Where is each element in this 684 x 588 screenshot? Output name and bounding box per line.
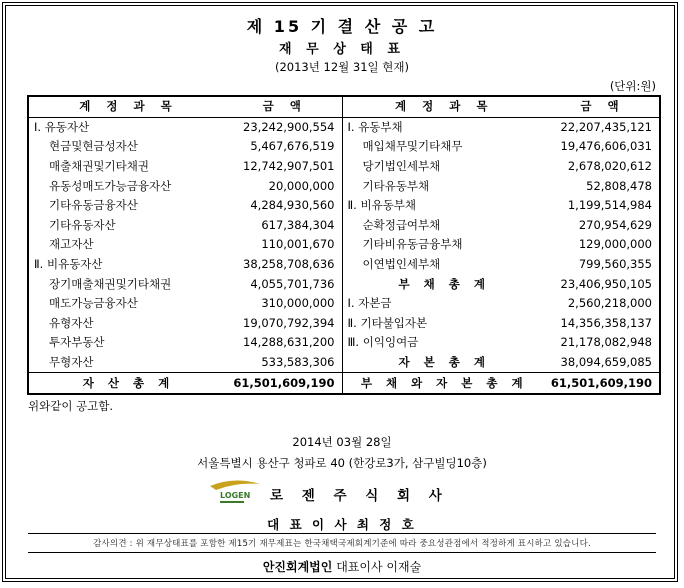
row-right-account: 이연법인세부채 — [342, 255, 546, 275]
row-right-amount: 2,560,218,000 — [567, 296, 652, 311]
header-account-right: 계 정 과 목 — [342, 96, 546, 117]
table-row — [28, 235, 660, 255]
row-left-account: 재고자산 — [49, 237, 94, 252]
row-left-amount: 110,001,670 — [261, 237, 335, 252]
row-right-amount: 270,954,629 — [578, 217, 652, 232]
table-row — [28, 255, 660, 275]
auditor-firm: 안진회계법인 — [262, 560, 333, 574]
company-logo — [206, 476, 264, 508]
row-right-account: 자 본 총 계 — [342, 353, 546, 373]
row-right-amount: 129,000,000 — [578, 237, 652, 252]
table-row — [28, 176, 660, 196]
auditor-line — [0, 558, 684, 575]
row-left-amount: 23,242,900,554 — [243, 119, 335, 134]
row-left-amount: 533,583,306 — [261, 355, 335, 370]
row-right-account: 기타비유동금융부채 — [342, 235, 546, 255]
audit-opinion: 감사의견 : 위 재무상태표를 포함한 제15기 재무제표는 한국채택국제회계기준에 따라 중요성관점에서 적정하게 표시하고 있습니다. — [93, 539, 591, 549]
row-left-account: 매출채권및기타채권 — [49, 159, 149, 174]
row-right-account: Ⅰ. 유동부채 — [342, 117, 546, 137]
table-row — [28, 196, 660, 216]
row-right-amount: 21,178,082,948 — [560, 335, 652, 350]
total-liab-equity-value: 61,501,609,190 — [546, 373, 660, 394]
row-left-amount: 4,055,701,736 — [250, 276, 335, 291]
row-right-amount: 2,678,020,612 — [567, 159, 652, 174]
header-amount-left: 금 액 — [228, 96, 342, 117]
row-left-account: 현금및현금성자산 — [49, 139, 138, 154]
row-left-account: 무형자산 — [49, 355, 94, 370]
table-row — [28, 274, 660, 294]
row-right-account: Ⅲ. 이익잉여금 — [342, 333, 546, 353]
row-left-amount: 38,258,708,636 — [243, 257, 335, 272]
row-right-account: 매입채무및기타채무 — [342, 137, 546, 157]
row-right-amount: 52,808,478 — [586, 178, 652, 193]
row-right-amount: 799,560,355 — [578, 257, 652, 272]
row-left-amount: 14,288,631,200 — [243, 335, 335, 350]
divider-bottom — [28, 552, 656, 553]
row-left-amount: 19,070,792,394 — [243, 315, 335, 330]
row-left-amount: 617,384,304 — [261, 217, 335, 232]
table-row — [28, 353, 660, 373]
row-right-amount: 22,207,435,121 — [560, 119, 652, 134]
row-right-account: Ⅱ. 비유동부채 — [342, 196, 546, 216]
statement-date: (2013년 12월 31일 현재) — [274, 60, 410, 74]
row-left-account: 투자부동산 — [49, 335, 105, 350]
company-address: 서울특별시 용산구 청파로 40 (한강로3가, 삼구빌딩10층) — [197, 456, 487, 470]
row-right-amount: 38,094,659,085 — [560, 355, 652, 370]
row-left-account: 유형자산 — [49, 315, 94, 330]
row-right-account: 기타유동부채 — [342, 176, 546, 196]
logo-swoosh — [210, 480, 260, 490]
header-account-left: 계 정 과 목 — [28, 96, 228, 117]
logo-underline — [220, 501, 244, 503]
table-row — [28, 216, 660, 236]
table-row — [28, 137, 660, 157]
row-right-account: 부 채 총 계 — [342, 274, 546, 294]
row-left-amount: 5,467,676,519 — [250, 139, 335, 154]
table-row — [28, 117, 660, 137]
row-left-account: Ⅰ. 유동자산 — [34, 119, 90, 134]
row-right-account: Ⅱ. 기타불입자본 — [342, 314, 546, 334]
row-left-amount: 310,000,000 — [261, 296, 335, 311]
logo-wordmark: LOGEN — [220, 491, 251, 500]
row-left-amount: 4,284,930,560 — [250, 198, 335, 213]
row-right-amount: 19,476,606,031 — [560, 139, 652, 154]
ceo-name: 대 표 이 사 최 정 호 — [267, 517, 417, 532]
publication-date: 2014년 03월 28일 — [292, 435, 392, 449]
balance-sheet-table — [27, 95, 661, 395]
row-right-account: Ⅰ. 자본금 — [342, 294, 546, 314]
row-left-account: Ⅱ. 비유동자산 — [34, 257, 103, 272]
header-amount-right: 금 액 — [546, 96, 660, 117]
total-assets-label: 자 산 총 계 — [28, 373, 228, 394]
table-row — [28, 157, 660, 177]
unit-label: (단위:원) — [609, 79, 656, 93]
row-left-account: 유동성매도가능금융자산 — [49, 178, 172, 193]
table-row — [28, 314, 660, 334]
row-right-account: 순확정급여부채 — [342, 216, 546, 236]
total-assets-value: 61,501,609,190 — [228, 373, 342, 394]
row-left-account: 매도가능금융자산 — [49, 296, 138, 311]
row-right-amount: 14,356,358,137 — [560, 315, 652, 330]
row-left-account: 장기매출채권및기타채권 — [49, 276, 172, 291]
table-row — [28, 294, 660, 314]
table-row — [28, 333, 660, 353]
statement-title: 재 무 상 태 표 — [279, 42, 405, 57]
row-left-amount: 20,000,000 — [268, 178, 335, 193]
row-right-account: 당기법인세부채 — [342, 157, 546, 177]
row-right-amount: 1,199,514,984 — [567, 198, 652, 213]
auditor-ceo: 대표이사 이재술 — [336, 560, 422, 574]
closing-statement: 위와같이 공고함. — [28, 399, 114, 413]
row-left-amount: 12,742,907,501 — [243, 159, 335, 174]
table-header-row — [28, 96, 660, 117]
row-left-account: 기타유동금융자산 — [49, 198, 138, 213]
company-name: 로 젠 주 식 회 사 — [270, 488, 449, 504]
table-total-row — [28, 373, 660, 394]
total-liab-equity-label: 부 채 와 자 본 총 계 — [342, 373, 546, 394]
row-left-account: 기타유동자산 — [49, 217, 116, 232]
notice-title: 제 15 기 결 산 공 고 — [246, 17, 438, 36]
divider-top — [28, 533, 656, 534]
row-right-amount: 23,406,950,105 — [560, 276, 652, 291]
